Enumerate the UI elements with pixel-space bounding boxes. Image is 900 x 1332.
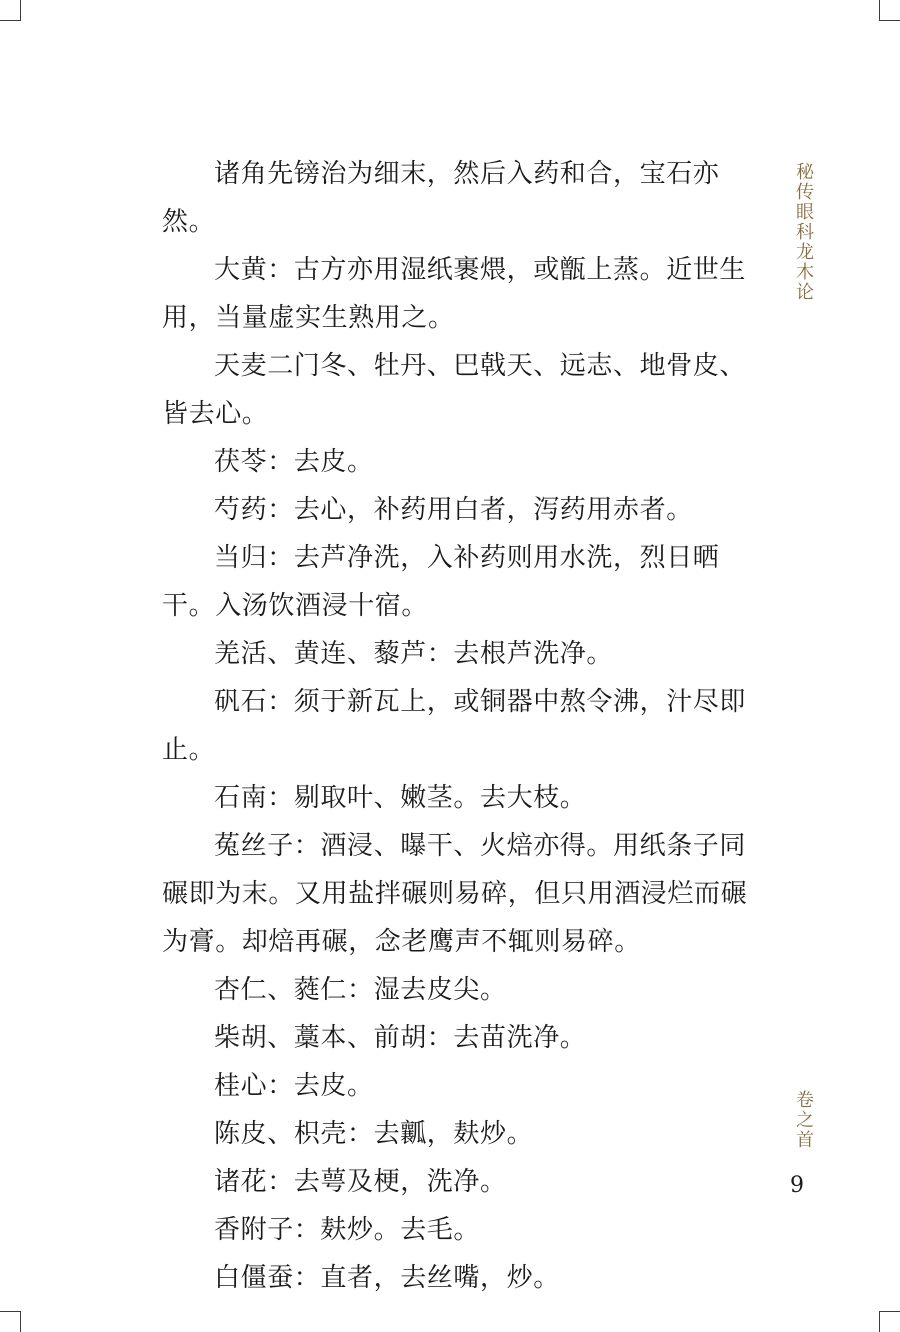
crop-mark-top-left bbox=[0, 0, 21, 21]
crop-mark-bottom-left bbox=[0, 1311, 21, 1332]
paragraph: 芍药：去心，补药用白者，泻药用赤者。 bbox=[214, 495, 693, 525]
paragraph: 大黄：古方亦用湿纸裹煨，或甑上蒸。近世生用，当量虚实生熟用之。 bbox=[162, 255, 747, 333]
paragraph: 白僵蚕：直者，去丝嘴，炒。 bbox=[214, 1263, 560, 1293]
crop-mark-bottom-right bbox=[879, 1311, 900, 1332]
page-number: 9 bbox=[790, 1173, 804, 1198]
running-head-book-title: 秘传眼科龙木论 bbox=[793, 162, 814, 302]
running-head-volume: 卷之首 bbox=[793, 1090, 814, 1150]
paragraph: 诸花：去萼及梗，洗净。 bbox=[214, 1167, 507, 1197]
paragraph: 柴胡、藁本、前胡：去苗洗净。 bbox=[214, 1023, 587, 1053]
paragraph: 陈皮、枳壳：去瓤，麸炒。 bbox=[214, 1119, 534, 1149]
paragraph: 当归：去芦净洗，入补药则用水洗，烈日晒干。入汤饮酒浸十宿。 bbox=[162, 543, 720, 621]
crop-mark-top-right bbox=[879, 0, 900, 21]
paragraph: 香附子：麸炒。去毛。 bbox=[214, 1215, 481, 1245]
paragraph: 矾石：须于新瓦上，或铜器中熬令沸，汁尽即止。 bbox=[162, 687, 747, 765]
paragraph: 杏仁、蕤仁：湿去皮尖。 bbox=[214, 975, 507, 1005]
paragraph: 桂心：去皮。 bbox=[214, 1071, 374, 1101]
paragraph: 菟丝子：酒浸、曝干、火焙亦得。用纸条子同碾即为末。又用盐拌碾则易碎，但只用酒浸烂而碾为膏。却焙再碾，念老鹰声不辄则易碎。 bbox=[162, 831, 748, 957]
paragraph: 天麦二门冬、牡丹、巴戟天、远志、地骨皮、皆去心。 bbox=[162, 351, 747, 429]
page-body bbox=[162, 150, 754, 1302]
paragraph: 茯苓：去皮。 bbox=[214, 447, 374, 477]
paragraph: 羌活、黄连、藜芦：去根芦洗净。 bbox=[214, 639, 614, 669]
paragraph: 诸角先镑治为细末，然后入药和合，宝石亦然。 bbox=[162, 159, 720, 237]
paragraph: 石南：剔取叶、嫩茎。去大枝。 bbox=[214, 783, 587, 813]
